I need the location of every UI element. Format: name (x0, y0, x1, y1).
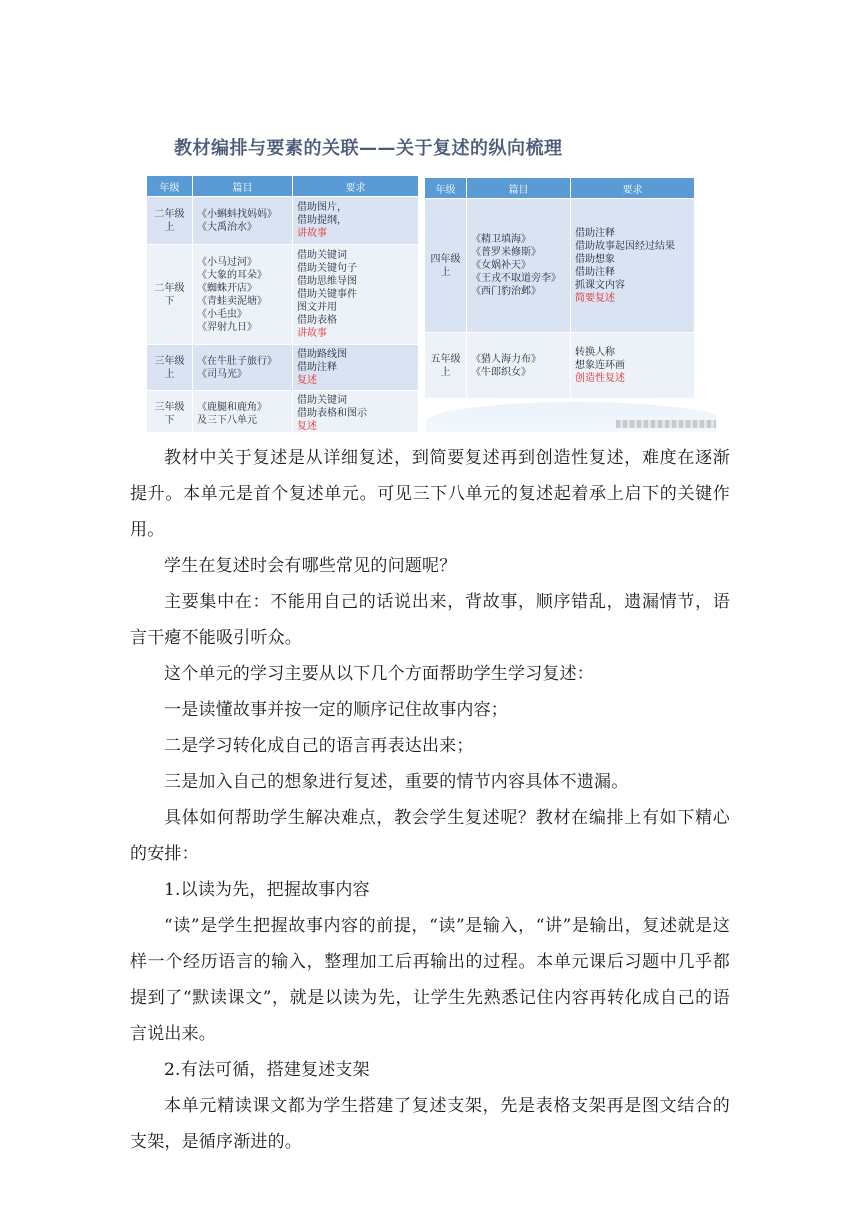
header-requirement: 要求 (571, 178, 695, 199)
grade-table-left (146, 175, 419, 432)
lesson-title: 《西门豹治邺》 (471, 286, 541, 297)
section-heading: 1.以读为先，把握故事内容 (164, 880, 370, 900)
header-requirement: 要求 (293, 176, 419, 197)
document-body (130, 440, 730, 1160)
requirements-cell (571, 333, 695, 399)
lesson-title: 《大禹治水》 (197, 221, 257, 233)
paragraph: 学生在复述时会有哪些常见的问题呢？ (164, 556, 457, 576)
grade-text: 三年级 (154, 401, 185, 413)
watermark-blur (616, 420, 716, 428)
table-row (147, 345, 419, 391)
requirements-cell (293, 391, 419, 433)
grade-text: 下 (164, 414, 175, 426)
grade-cell (147, 197, 193, 245)
grade-text: 二年级 (154, 282, 185, 294)
requirement-item: 借助注释 (575, 227, 615, 239)
lesson-title: 《王戎不取道旁李》 (471, 273, 561, 284)
requirement-item: 想象连环画 (575, 360, 625, 371)
requirement-item: 借助思维导图 (297, 276, 357, 287)
paragraph: 具体如何帮助学生解决难点，教会学生复述呢？教材在编排上有如下精心的安排： (130, 808, 730, 864)
requirement-item: 借助图片， (297, 202, 347, 213)
highlight-text: 复述 (297, 421, 317, 432)
titles-cell (193, 391, 293, 433)
paragraph: 二是学习转化成自己的语言再表达出来； (164, 736, 474, 756)
titles-cell (193, 197, 293, 245)
paragraph: 主要集中在：不能用自己的话说出来，背故事，顺序错乱，遗漏情节，语言干瘪不能吸引听众。 (130, 592, 730, 648)
grade-cell (147, 245, 193, 345)
requirement-item: 借助路线图 (297, 349, 347, 360)
paragraph: “读”是学生把握故事内容的前提，“读”是输入，“讲”是输出，复述就是这样一个经历语言的输入，整理加工后再输出的过程。本单元课后习题中几乎都提到了“默读课文”，就是以读为先，让学生先熟悉记住内容再转化成自己的语言说出来。 (130, 916, 730, 1044)
lesson-title: 《小马过河》 (197, 256, 257, 268)
titles-cell (193, 345, 293, 391)
paragraph: 教材中关于复述是从详细复述，到简要复述再到创造性复述，难度在逐渐提升。本单元是首个复述单元。可见三下八单元的复述起着承上启下的关键作用。 (130, 448, 730, 540)
requirement-item: 借助关键词 (297, 395, 347, 406)
lesson-title: 《蜘蛛开店》 (197, 282, 257, 294)
lesson-title: 《小毛虫》 (197, 308, 247, 320)
lesson-title: 《小蝌蚪找妈妈》 (197, 208, 277, 220)
lesson-title: 及三下八单元 (197, 414, 257, 426)
lesson-title: 《普罗米修斯》 (471, 247, 541, 258)
table-row (147, 391, 419, 433)
paragraph: 本单元精读课文都为学生搭建了复述支架，先是表格支架再是图文结合的支架，是循序渐进的。 (130, 1096, 730, 1152)
grade-text: 上 (440, 366, 451, 378)
requirements-cell (293, 345, 419, 391)
header-grade: 年级 (147, 176, 193, 197)
requirements-cell (293, 245, 419, 345)
grade-text: 上 (164, 221, 175, 233)
requirement-item: 借助关键词 (297, 250, 347, 261)
lesson-title: 《精卫填海》 (471, 234, 531, 245)
requirements-cell (293, 197, 419, 245)
requirements-cell (571, 199, 695, 333)
requirement-item: 借助注释 (297, 362, 337, 373)
requirement-item: 借助表格 (297, 315, 337, 326)
grade-cell (425, 333, 467, 399)
grade-text: 下 (164, 295, 175, 307)
lesson-title: 《司马光》 (197, 368, 247, 380)
requirement-item: 图文并用 (297, 302, 337, 313)
highlight-text: 讲故事 (297, 228, 327, 239)
table-row (147, 245, 419, 345)
grade-text: 上 (164, 368, 175, 380)
figure-title: 教材编排与要素的关联——关于复述的纵向梳理 (174, 138, 563, 159)
grade-text: 五年级 (430, 353, 461, 365)
requirement-item: 借助表格和图示 (297, 408, 367, 419)
titles-cell (193, 245, 293, 345)
requirement-item: 借助注释 (575, 266, 615, 278)
lesson-title: 《牛郎织女》 (471, 366, 531, 378)
lesson-title: 《青蛙卖泥塘》 (197, 295, 267, 307)
requirement-item: 借助想象 (575, 253, 615, 265)
table-row (425, 199, 695, 333)
section-heading: 2.有法可循，搭建复述支架 (164, 1060, 370, 1080)
requirement-item: 转换人称 (575, 347, 615, 358)
paragraph: 这个单元的学习主要从以下几个方面帮助学生学习复述： (164, 664, 594, 684)
lesson-title: 《猎人海力布》 (471, 353, 541, 365)
lesson-title: 《大象的耳朵》 (197, 269, 267, 281)
requirement-item: 借助关键事件 (297, 289, 357, 300)
grade-cell (425, 199, 467, 333)
highlight-text: 创造性复述 (575, 373, 625, 384)
table-row (425, 333, 695, 399)
lesson-title: 《羿射九日》 (197, 321, 257, 333)
table-row (147, 197, 419, 245)
lesson-title: 《在牛肚子旅行》 (197, 355, 277, 367)
requirement-item: 借助故事起因经过结果 (575, 240, 675, 252)
requirement-item: 抓课文内容 (575, 279, 625, 291)
grade-text: 三年级 (154, 355, 185, 367)
requirement-item: 借助关键句子 (297, 263, 357, 274)
highlight-text: 简要复述 (575, 292, 615, 304)
grade-text: 二年级 (154, 208, 185, 220)
paragraph: 三是加入自己的想象进行复述，重要的情节内容具体不遗漏。 (164, 772, 629, 792)
grade-table-right (424, 177, 695, 399)
grade-text: 上 (440, 266, 451, 278)
figure-image (146, 120, 716, 432)
grade-text: 四年级 (430, 253, 461, 265)
highlight-text: 复述 (297, 375, 317, 386)
header-title: 篇目 (193, 176, 293, 197)
paragraph: 一是读懂故事并按一定的顺序记住故事内容； (164, 700, 508, 720)
header-grade: 年级 (425, 178, 467, 199)
header-title: 篇目 (467, 178, 571, 199)
requirement-item: 借助提纲， (297, 215, 347, 226)
lesson-title: 《鹿腿和鹿角》 (197, 401, 267, 413)
highlight-text: 讲故事 (297, 328, 327, 339)
grade-cell (147, 345, 193, 391)
lesson-title: 《女娲补天》 (471, 260, 531, 271)
grade-cell (147, 391, 193, 433)
titles-cell (467, 199, 571, 333)
titles-cell (467, 333, 571, 399)
